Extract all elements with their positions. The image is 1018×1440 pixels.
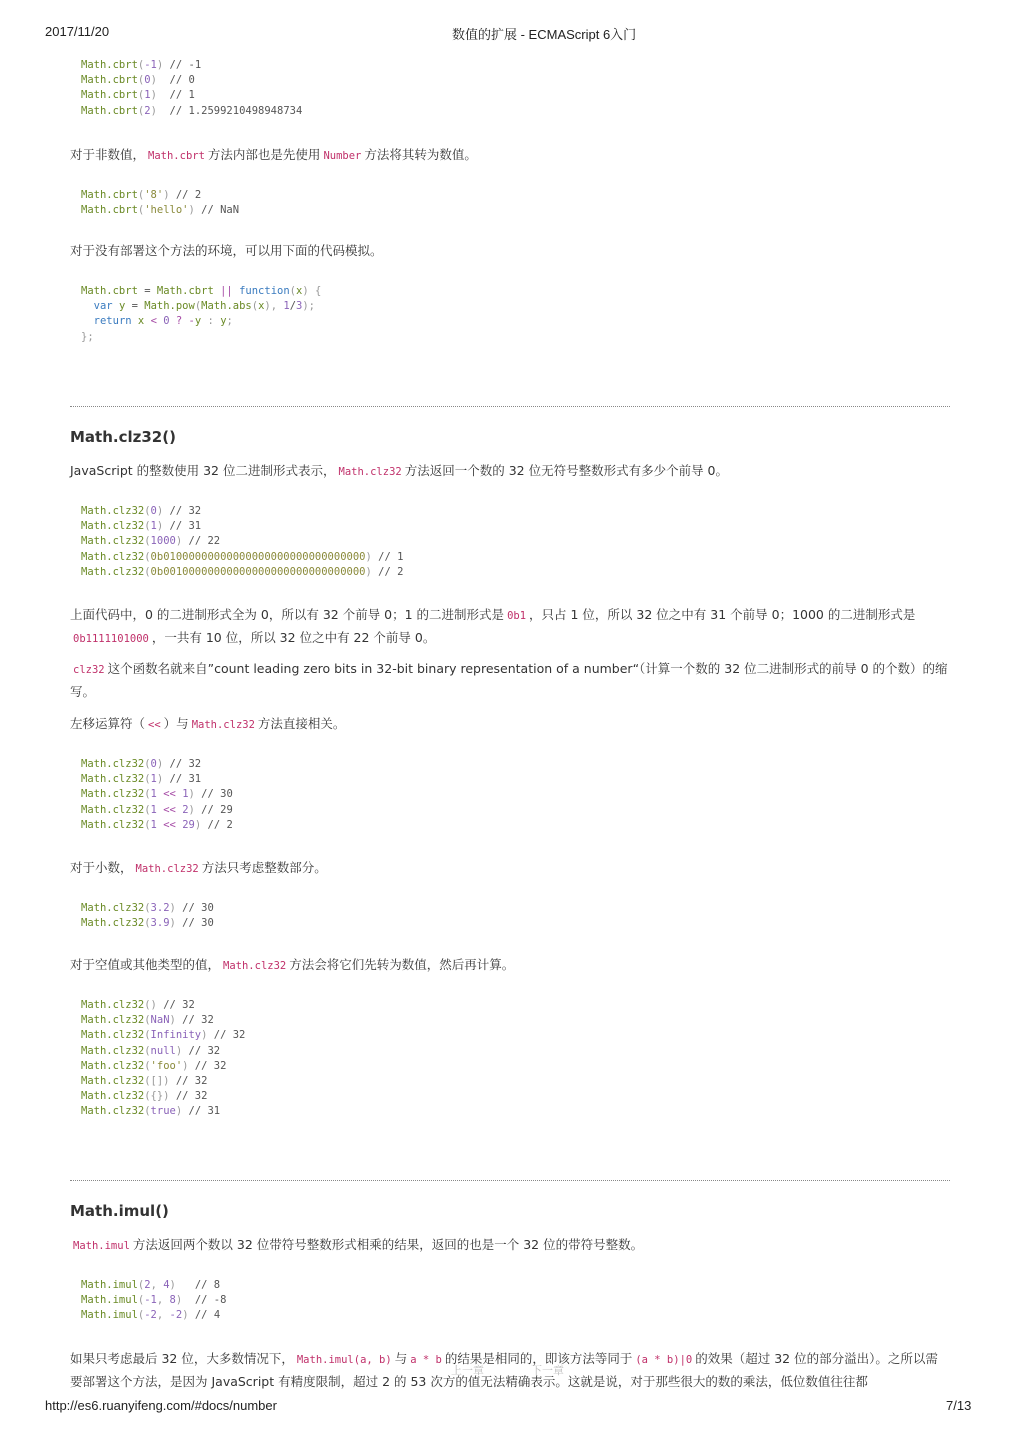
paragraph-text: 的效果（超过 32 位的部分溢出）。之所以需要部署这个方法，是因为 JavaScript 有精度限制，超过 2 的 53 次方的值无法精确表示。这就是说，对于那些很大的数的乘法，低位数值往往都: [70, 1351, 938, 1389]
code-token: ): [169, 902, 176, 914]
code-token: (: [137, 189, 145, 201]
code-block: [81, 901, 961, 931]
code-token: Math.clz32: [81, 535, 145, 548]
code-line: [81, 916, 961, 931]
code-block: [81, 188, 961, 218]
code-token: (: [144, 803, 151, 816]
code-token: Math.clz32: [81, 1059, 145, 1072]
code-line: [81, 1059, 961, 1074]
code-token: ): [169, 1014, 176, 1027]
code-token: 1: [150, 803, 157, 816]
code-token: (: [251, 300, 259, 313]
code-token: (: [144, 788, 151, 801]
code-line: [81, 1028, 961, 1043]
code-token: Math.clz32: [81, 758, 145, 770]
code-token: ): [150, 104, 157, 117]
code-line: [81, 757, 961, 772]
code-token: Infinity: [150, 1029, 202, 1042]
code-token: Math.clz32: [81, 902, 145, 914]
code-token: ): [150, 74, 157, 87]
code-token: ): [175, 1044, 183, 1057]
code-token: (: [144, 505, 151, 517]
code-block: [81, 1278, 961, 1324]
code-token: );: [302, 300, 316, 313]
code-token: // 32: [188, 1059, 227, 1072]
code-token: y: [220, 315, 227, 328]
code-token: 1: [182, 788, 189, 801]
inline-code: Math.cbrt: [148, 150, 205, 162]
code-token: 0: [144, 74, 151, 87]
code-line: [81, 787, 961, 802]
code-line: [81, 1089, 961, 1104]
code-token: Math.clz32: [81, 550, 145, 563]
code-token: x: [137, 315, 145, 328]
code-token: 4: [163, 1279, 170, 1291]
code-token: ): [156, 59, 164, 71]
code-token: (: [144, 520, 151, 533]
code-line: [81, 803, 961, 818]
code-token: (: [137, 1294, 145, 1307]
code-token: 0b00100000000000000000000000000000: [150, 565, 366, 578]
code-token: ||: [220, 285, 233, 297]
code-token: ): [163, 189, 170, 201]
paragraph-text: ）与: [163, 716, 189, 731]
code-token: 1000: [150, 535, 176, 548]
code-token: Math.clz32: [81, 1090, 145, 1103]
code-token: -2: [169, 1309, 183, 1322]
code-token: // 0: [156, 74, 195, 87]
code-token: // 2: [371, 565, 404, 578]
code-token: // 22: [182, 535, 221, 548]
code-token: // 32: [163, 758, 202, 770]
code-token: (: [137, 204, 145, 217]
code-token: 3: [296, 300, 303, 313]
code-token: (: [137, 89, 145, 102]
paragraph-text: ，只占 1 位，所以 32 位之中有 31 个前导 0；1000 的二进制形式是: [529, 607, 916, 622]
code-line: [81, 1278, 961, 1293]
code-line: [81, 299, 961, 314]
code-token: (: [144, 1044, 151, 1057]
inline-code: clz32: [73, 664, 105, 676]
code-token: ): [156, 505, 164, 517]
code-line: [81, 565, 961, 580]
paragraph-text: 方法将其转为数值。: [364, 147, 477, 162]
code-token: ): [175, 1105, 183, 1118]
code-line: [81, 998, 961, 1013]
code-block: [81, 58, 961, 119]
inline-code: Math.clz32: [191, 719, 255, 731]
code-token: =: [125, 300, 145, 313]
code-token: Math.pow: [144, 300, 195, 313]
code-token: Math.clz32: [81, 1105, 145, 1118]
code-token: // 31: [182, 1105, 221, 1118]
prev-chapter-link[interactable]: 上一章: [451, 1364, 484, 1377]
code-token: -1: [144, 1294, 157, 1307]
code-token: // 1: [371, 550, 404, 563]
code-token: Math.clz32: [81, 1075, 145, 1088]
code-token: x: [258, 300, 265, 313]
code-token: // 8: [175, 1279, 221, 1291]
code-token: (: [137, 1279, 145, 1291]
code-token: 0: [163, 315, 170, 328]
code-token: Math.clz32: [81, 999, 145, 1011]
code-token: Math.imul: [81, 1279, 138, 1291]
code-token: Math.clz32: [81, 773, 145, 786]
code-token: Math.imul: [81, 1309, 138, 1322]
inline-code: Number: [323, 150, 362, 162]
code-token: =: [137, 285, 157, 297]
code-token: Math.cbrt: [81, 74, 138, 87]
code-token: Math.clz32: [81, 1044, 145, 1057]
code-line: [81, 188, 961, 203]
code-line: [81, 330, 961, 345]
code-token: (: [137, 104, 145, 117]
code-token: Math.clz32: [81, 565, 145, 578]
code-token: (: [144, 1059, 151, 1072]
code-token: Math.cbrt: [81, 204, 138, 217]
code-token: // -8: [182, 1294, 227, 1307]
code-line: [81, 1044, 961, 1059]
section-divider: [70, 406, 950, 407]
code-token: ): [365, 565, 372, 578]
code-token: (: [194, 300, 202, 313]
code-line: [81, 818, 961, 833]
section-heading: Math.imul(): [70, 1202, 169, 1220]
code-token: 3.2: [150, 902, 170, 914]
code-line: [81, 504, 961, 519]
code-token: 1: [150, 818, 157, 831]
code-token: [81, 315, 94, 327]
paragraph: [70, 240, 950, 261]
code-token: (: [144, 535, 151, 548]
code-token: return: [93, 315, 132, 328]
paragraph-text: ，一共有 10 位，所以 32 位之中有 22 个前导 0。: [151, 630, 436, 645]
paragraph-text: 的结果是相同的，即该方法等同于: [444, 1351, 633, 1366]
code-token: -1: [144, 59, 157, 71]
code-token: 0: [150, 758, 157, 770]
paragraph: [70, 144, 950, 167]
code-line: [81, 1104, 961, 1119]
code-token: // 32: [175, 1014, 214, 1027]
code-block: [81, 998, 961, 1120]
page-title: 数值的扩展 - ECMAScript 6入门: [452, 27, 637, 42]
code-token: (: [137, 74, 145, 87]
code-token: 2: [182, 803, 189, 816]
paragraph-text: 对于非数值，: [70, 147, 146, 162]
code-token: ): [169, 917, 176, 930]
print-date: 2017/11/20: [45, 24, 110, 39]
code-token: 1: [150, 788, 157, 801]
code-line: [81, 1308, 961, 1323]
inline-code: Math.imul: [73, 1240, 130, 1252]
code-token: (: [289, 285, 296, 297]
code-token: Math.clz32: [81, 520, 145, 533]
code-token: {: [314, 285, 322, 297]
code-token: ?: [175, 315, 183, 328]
code-token: Math.cbrt: [156, 285, 214, 297]
code-token: ): [156, 773, 164, 786]
code-token: // 32: [156, 999, 195, 1011]
code-token: '8': [144, 189, 164, 201]
code-token: (: [144, 773, 151, 786]
code-token: ([]): [144, 1075, 170, 1088]
code-token: Math.cbrt: [81, 285, 138, 297]
paragraph: [70, 1234, 950, 1257]
code-token: 0b01000000000000000000000000000000: [150, 550, 366, 563]
code-line: [81, 284, 961, 299]
code-token: // 30: [175, 917, 214, 930]
code-token: Math.clz32: [81, 505, 145, 517]
code-token: (: [144, 917, 151, 930]
section-divider: [70, 1180, 950, 1181]
code-token: Math.abs: [201, 300, 252, 313]
code-token: true: [150, 1105, 176, 1118]
code-token: ): [201, 1029, 208, 1042]
code-token: // 32: [207, 1029, 246, 1042]
code-token: ),: [264, 300, 278, 313]
code-token: Math.cbrt: [81, 59, 138, 71]
code-token: // 32: [163, 505, 202, 517]
code-token: };: [81, 330, 94, 343]
code-token: ): [188, 204, 195, 217]
code-token: Math.imul: [81, 1294, 138, 1307]
code-token: ,: [156, 1294, 164, 1307]
code-token: 'hello': [144, 204, 189, 217]
code-token: 3.9: [150, 917, 170, 930]
inline-code: Math.imul(a, b): [296, 1354, 392, 1366]
code-token: (): [144, 999, 157, 1011]
code-token: // 30: [175, 902, 214, 914]
code-token: Math.clz32: [81, 788, 145, 801]
code-token: ): [194, 818, 202, 831]
code-line: [81, 1293, 961, 1308]
paragraph: [70, 658, 950, 702]
code-token: ): [302, 285, 309, 297]
code-block: [81, 757, 961, 833]
code-token: // 29: [194, 803, 233, 816]
code-token: (: [144, 1105, 151, 1118]
code-token: (: [137, 59, 145, 71]
code-token: -: [188, 315, 195, 328]
code-token: 2: [144, 1279, 151, 1291]
paragraph-text: 对于没有部署这个方法的环境，可以用下面的代码模拟。: [70, 243, 383, 258]
paragraph-text: 方法返回一个数的 32 位无符号整数形式有多少个前导 0。: [404, 463, 728, 478]
paragraph: [70, 1348, 950, 1392]
code-token: // 32: [182, 1044, 221, 1057]
code-token: [81, 300, 94, 312]
paragraph-text: 方法内部也是先使用: [207, 147, 321, 162]
code-token: // 32: [169, 1075, 208, 1088]
code-line: [81, 1074, 961, 1089]
page-url: http://es6.ruanyifeng.com/#docs/number: [45, 1398, 277, 1413]
code-token: 1: [150, 773, 157, 786]
code-line: [81, 314, 961, 329]
code-token: 'foo': [150, 1059, 183, 1072]
paragraph: [70, 954, 950, 977]
code-token: ;: [226, 315, 233, 328]
code-token: // 2: [169, 189, 202, 201]
code-token: Math.cbrt: [81, 104, 138, 117]
code-token: null: [150, 1044, 176, 1057]
code-token: 29: [182, 818, 195, 831]
code-token: Math.clz32: [81, 1014, 145, 1027]
code-token: ): [182, 1309, 189, 1322]
code-token: Math.clz32: [81, 917, 145, 930]
paragraph-text: 与: [394, 1351, 408, 1366]
code-line: [81, 58, 961, 73]
code-token: (: [144, 818, 151, 831]
code-token: Math.clz32: [81, 803, 145, 816]
code-token: ): [169, 1279, 176, 1291]
code-token: y: [194, 315, 202, 328]
code-token: ): [188, 803, 195, 816]
code-token: (: [144, 1029, 151, 1042]
paragraph-text: 上面代码中，0 的二进制形式全为 0，所以有 32 个前导 0；1 的二进制形式是: [70, 607, 505, 622]
code-token: Math.clz32: [81, 1029, 145, 1042]
paragraph-text: 对于小数，: [70, 860, 133, 875]
code-token: x: [296, 285, 303, 297]
code-line: [81, 519, 961, 534]
paragraph-text: 方法只考虑整数部分。: [201, 860, 327, 875]
code-token: Math.clz32: [81, 818, 145, 831]
code-token: Math.cbrt: [81, 89, 138, 102]
paragraph-text: JavaScript 的整数使用 32 位二进制形式表示，: [70, 463, 336, 478]
code-token: NaN: [150, 1014, 170, 1027]
code-token: function: [239, 285, 290, 297]
code-token: ): [188, 788, 195, 801]
paragraph-text: 方法返回两个数以 32 位带符号整数形式相乘的结果，返回的也是一个 32 位的带符号整数。: [132, 1237, 644, 1252]
code-line: [81, 772, 961, 787]
inline-code: (a * b)|0: [635, 1354, 693, 1366]
code-token: // 30: [194, 788, 233, 801]
paragraph-text: 方法会将它们先转为数值，然后再计算。: [289, 957, 515, 972]
inline-code: 0b1111101000: [73, 633, 149, 645]
code-token: <<: [163, 818, 176, 831]
inline-code: <<: [148, 719, 161, 731]
code-line: [81, 88, 961, 103]
paragraph: [70, 713, 950, 736]
code-token: 1: [144, 89, 151, 102]
code-token: Math.cbrt: [81, 189, 138, 201]
code-token: ): [175, 1294, 183, 1307]
code-token: ): [156, 758, 164, 770]
code-line: [81, 901, 961, 916]
code-token: // 1.2599210498948734: [156, 104, 303, 117]
code-token: (: [144, 758, 151, 770]
page-number: 7/13: [946, 1398, 972, 1413]
code-token: ): [182, 1059, 189, 1072]
code-token: -2: [144, 1309, 157, 1322]
code-token: // 2: [201, 818, 233, 831]
code-token: // 1: [156, 89, 195, 102]
code-token: /: [289, 300, 297, 313]
code-token: (: [144, 565, 151, 578]
code-token: 1: [283, 300, 290, 313]
code-token: ,: [156, 1309, 164, 1322]
code-token: // 4: [188, 1309, 221, 1322]
code-line: [81, 550, 961, 565]
paragraph: [70, 460, 950, 483]
paragraph-text: 对于空值或其他类型的值，: [70, 957, 221, 972]
code-token: ): [175, 535, 183, 548]
code-token: ,: [150, 1279, 157, 1291]
code-token: var: [93, 300, 113, 313]
inline-code: a * b: [410, 1354, 442, 1366]
paragraph-text: 这个函数名就来自”count leading zero bits in 32-bit binary representation of a number“（计算一个数的 32 位二进制形式的前导 0 的个数）的缩写。: [70, 661, 948, 699]
code-token: 8: [169, 1294, 176, 1307]
inline-code: Math.clz32: [135, 863, 199, 875]
code-token: // 32: [169, 1090, 208, 1103]
inline-code: Math.clz32: [223, 960, 287, 972]
paragraph: [70, 857, 950, 880]
code-token: // -1: [163, 59, 202, 71]
next-chapter-link[interactable]: 下一章: [531, 1364, 564, 1377]
code-token: (: [144, 1014, 151, 1027]
code-token: // NaN: [194, 204, 240, 217]
code-line: [81, 534, 961, 549]
code-token: (: [144, 902, 151, 914]
code-token: y: [118, 300, 126, 313]
code-token: <: [150, 315, 157, 328]
code-token: 0: [150, 505, 157, 517]
code-token: (: [144, 550, 151, 563]
code-token: // 31: [163, 773, 202, 786]
code-token: 1: [150, 520, 157, 533]
code-block: [81, 504, 961, 580]
paragraph-text: 如果只考虑最后 32 位，大多数情况下，: [70, 1351, 294, 1366]
code-line: [81, 73, 961, 88]
code-token: <<: [163, 803, 176, 816]
code-token: ): [156, 520, 164, 533]
code-line: [81, 1013, 961, 1028]
code-line: [81, 104, 961, 119]
code-block: [81, 284, 961, 345]
section-heading: Math.clz32(): [70, 428, 176, 446]
code-token: ): [365, 550, 372, 563]
code-token: ({}): [144, 1090, 170, 1103]
code-token: ): [150, 89, 157, 102]
inline-code: 0b1: [507, 610, 527, 622]
inline-code: Math.clz32: [338, 466, 402, 478]
code-token: <<: [163, 788, 176, 801]
code-token: :: [207, 315, 214, 328]
paragraph-text: 左移运算符（: [70, 716, 146, 731]
code-token: 2: [144, 104, 151, 117]
code-line: [81, 203, 961, 218]
paragraph-text: 方法直接相关。: [257, 716, 346, 731]
code-token: // 31: [163, 520, 202, 533]
code-token: (: [137, 1309, 145, 1322]
paragraph: [70, 604, 950, 650]
